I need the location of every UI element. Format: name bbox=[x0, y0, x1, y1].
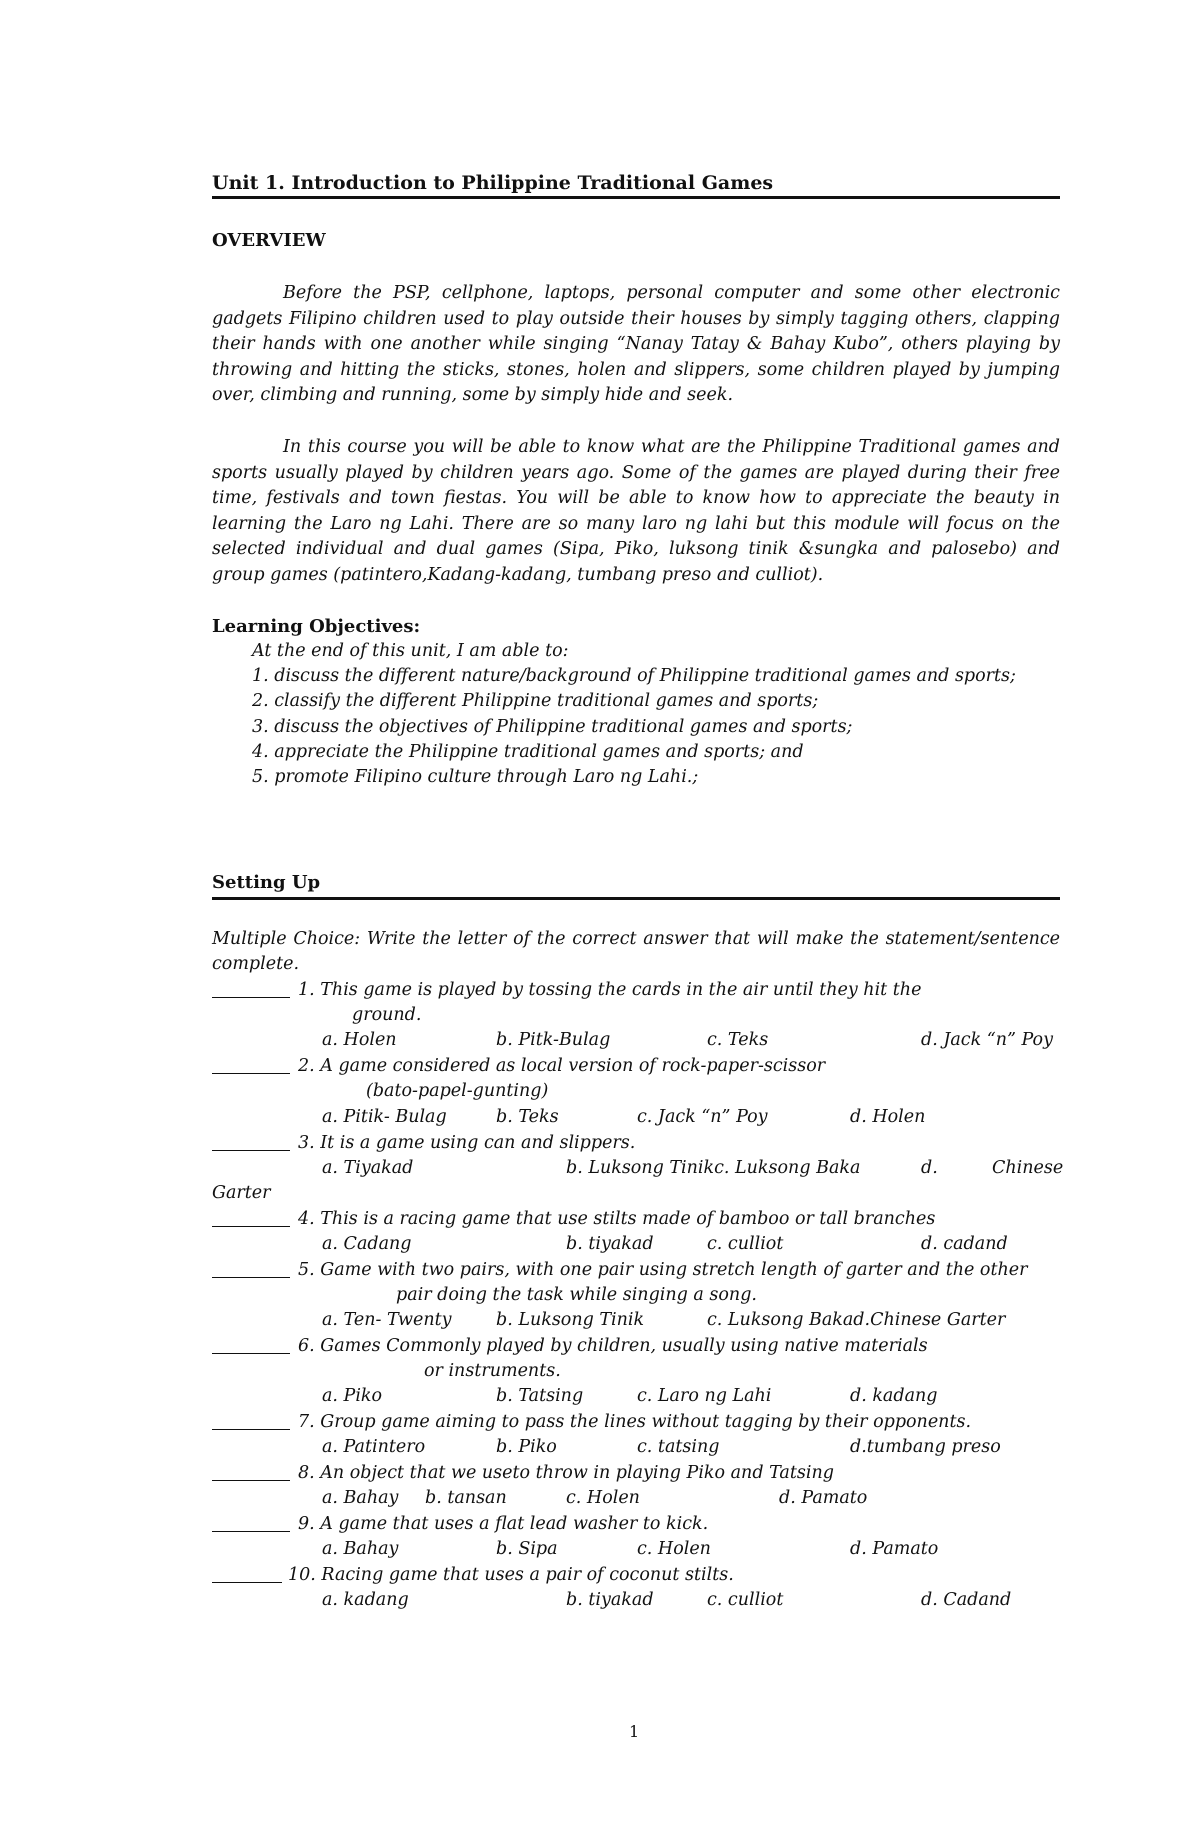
choice-c: c. Laro ng Lahi bbox=[637, 1386, 772, 1406]
question-text: 1. This game is played by tossing the cards in the air until they hit the bbox=[298, 980, 922, 1000]
choice-b: b. tansan bbox=[425, 1488, 507, 1508]
objective-item: 2. classify the different Philippine traditional games and sports; bbox=[252, 691, 819, 711]
choice-d: d.tumbang preso bbox=[850, 1437, 1001, 1457]
choice-d: d. Pamato bbox=[850, 1539, 939, 1559]
choice-c: c. Luksong Bakad.Chinese Garter bbox=[707, 1310, 1006, 1330]
answer-blank[interactable] bbox=[212, 1277, 290, 1278]
choice-a: a. Patintero bbox=[322, 1437, 426, 1457]
question-text: 6. Games Commonly played by children, usually using native materials bbox=[298, 1336, 928, 1356]
choice-a: a. Bahay bbox=[322, 1488, 399, 1508]
question-text: 3. It is a game using can and slippers. bbox=[298, 1133, 636, 1153]
setting-up-rule bbox=[212, 897, 1060, 900]
answer-blank[interactable] bbox=[212, 1226, 290, 1227]
choice-b: b. tiyakad bbox=[566, 1234, 654, 1254]
objectives-intro: At the end of this unit, I am able to: bbox=[252, 641, 569, 661]
answer-blank[interactable] bbox=[212, 1480, 290, 1481]
overview-heading: OVERVIEW bbox=[212, 230, 326, 251]
answer-blank[interactable] bbox=[212, 1582, 282, 1583]
choice-d: d. kadang bbox=[850, 1386, 938, 1406]
objective-item: 3. discuss the objectives of Philippine traditional games and sports; bbox=[252, 717, 853, 737]
choice-a: a. Cadang bbox=[322, 1234, 412, 1254]
choice-a: a. Holen bbox=[322, 1030, 397, 1050]
question-text: 4. This is a racing game that use stilts made of bamboo or tall branches bbox=[298, 1209, 936, 1229]
unit-title: Unit 1. Introduction to Philippine Traditional Games bbox=[212, 172, 774, 194]
choice-a: a. Tiyakad bbox=[322, 1158, 414, 1178]
choice-c: c. culliot bbox=[707, 1234, 784, 1254]
choice-b: b. Pitk-Bulag bbox=[496, 1030, 611, 1050]
answer-blank[interactable] bbox=[212, 1150, 290, 1151]
question-text: 9. A game that uses a flat lead washer to kick. bbox=[298, 1514, 709, 1534]
question-text-cont: ground. bbox=[352, 1005, 422, 1025]
choice-c: c. tatsing bbox=[637, 1437, 720, 1457]
setting-up-heading: Setting Up bbox=[212, 872, 321, 893]
choice-d: d. Holen bbox=[850, 1107, 926, 1127]
question-text: 5. Game with two pairs, with one pair using stretch length of garter and the other bbox=[298, 1260, 1028, 1280]
choice-b: b. Luksong Tinik bbox=[496, 1310, 645, 1330]
question-text-cont: or instruments. bbox=[424, 1361, 561, 1381]
objective-item: 1. discuss the different nature/background of Philippine traditional games and sports; bbox=[252, 666, 1016, 686]
objectives-heading: Learning Objectives: bbox=[212, 616, 421, 637]
choice-c: c. Holen bbox=[566, 1488, 640, 1508]
overview-paragraph-2: In this course you will be able to know what are the Philippine Traditional games and sports usually played by children years ago. Some of the games are played during their free time, festivals and town fiestas. You will be able to know how to appreciate the beauty in learning the Laro ng Lahi. There are so many laro ng lahi but this module will focus on the selected individual and dual games (Sipa, Piko, luksong tinik &sungka and palosebo) and group games (patintero,Kadang-kadang, tumbang preso and culliot). bbox=[212, 437, 1060, 585]
choice-b: b. Sipa bbox=[496, 1539, 558, 1559]
question-text-cont: (bato-papel-gunting) bbox=[366, 1081, 549, 1101]
choice-d-text: Chinese bbox=[992, 1158, 1064, 1178]
answer-blank[interactable] bbox=[212, 1353, 290, 1354]
objective-item: 5. promote Filipino culture through Laro ng Lahi.; bbox=[252, 767, 699, 787]
instructions-line-1: Multiple Choice: Write the letter of the correct answer that will make the statement/sentence bbox=[212, 929, 1060, 949]
choice-b: b. Luksong Tinikc. Luksong Baka bbox=[566, 1158, 861, 1178]
question-text: 7. Group game aiming to pass the lines without tagging by their opponents. bbox=[298, 1412, 972, 1432]
choice-b: b. Tatsing bbox=[496, 1386, 584, 1406]
choice-b: b. Teks bbox=[496, 1107, 559, 1127]
question-text: 10. Racing game that uses a pair of coconut stilts. bbox=[288, 1565, 734, 1585]
choice-d: d. Jack “n” Poy bbox=[921, 1030, 1053, 1050]
choice-a: a. Pitik- Bulag bbox=[322, 1107, 447, 1127]
choice-c: c. Holen bbox=[637, 1539, 711, 1559]
choice-a: a. Ten- Twenty bbox=[322, 1310, 452, 1330]
objective-item: 4. appreciate the Philippine traditional games and sports; and bbox=[252, 742, 804, 762]
choice-d: d. Cadand bbox=[921, 1590, 1012, 1610]
choice-d: d. Pamato bbox=[779, 1488, 868, 1508]
question-text: 8. An object that we useto throw in playing Piko and Tatsing bbox=[298, 1463, 834, 1483]
choice-a: a. Piko bbox=[322, 1386, 383, 1406]
choice-a: a. Bahay bbox=[322, 1539, 399, 1559]
answer-blank[interactable] bbox=[212, 1073, 290, 1074]
choice-c: c. Teks bbox=[707, 1030, 769, 1050]
choice-d: d. cadand bbox=[921, 1234, 1008, 1254]
overview-paragraph-1: Before the PSP, cellphone, laptops, personal computer and some other electronic gadgets Filipino children used to play outside their houses by simply tagging others, clapping their hands with one another while singing “Nanay Tatay & Bahay Kubo”, others playing by throwing and hitting the sticks, stones, holen and slippers, some children played by jumping over, climbing and running, some by simply hide and seek. bbox=[212, 283, 1060, 405]
question-text: 2. A game considered as local version of rock-paper-scissor bbox=[298, 1056, 826, 1076]
choice-c: c. Jack “n” Poy bbox=[637, 1107, 768, 1127]
page-number: 1 bbox=[629, 1722, 640, 1741]
choice-c: c. culliot bbox=[707, 1590, 784, 1610]
choice-a: a. kadang bbox=[322, 1590, 409, 1610]
answer-blank[interactable] bbox=[212, 1531, 290, 1532]
choice-b: b. Piko bbox=[496, 1437, 557, 1457]
title-rule bbox=[212, 196, 1060, 199]
choice-d-wrap: Garter bbox=[212, 1183, 271, 1203]
question-text-cont: pair doing the task while singing a song. bbox=[396, 1285, 757, 1305]
instructions-line-2: complete. bbox=[212, 954, 300, 974]
answer-blank[interactable] bbox=[212, 997, 290, 998]
choice-d: d. bbox=[921, 1158, 938, 1178]
answer-blank[interactable] bbox=[212, 1429, 290, 1430]
choice-b: b. tiyakad bbox=[566, 1590, 654, 1610]
